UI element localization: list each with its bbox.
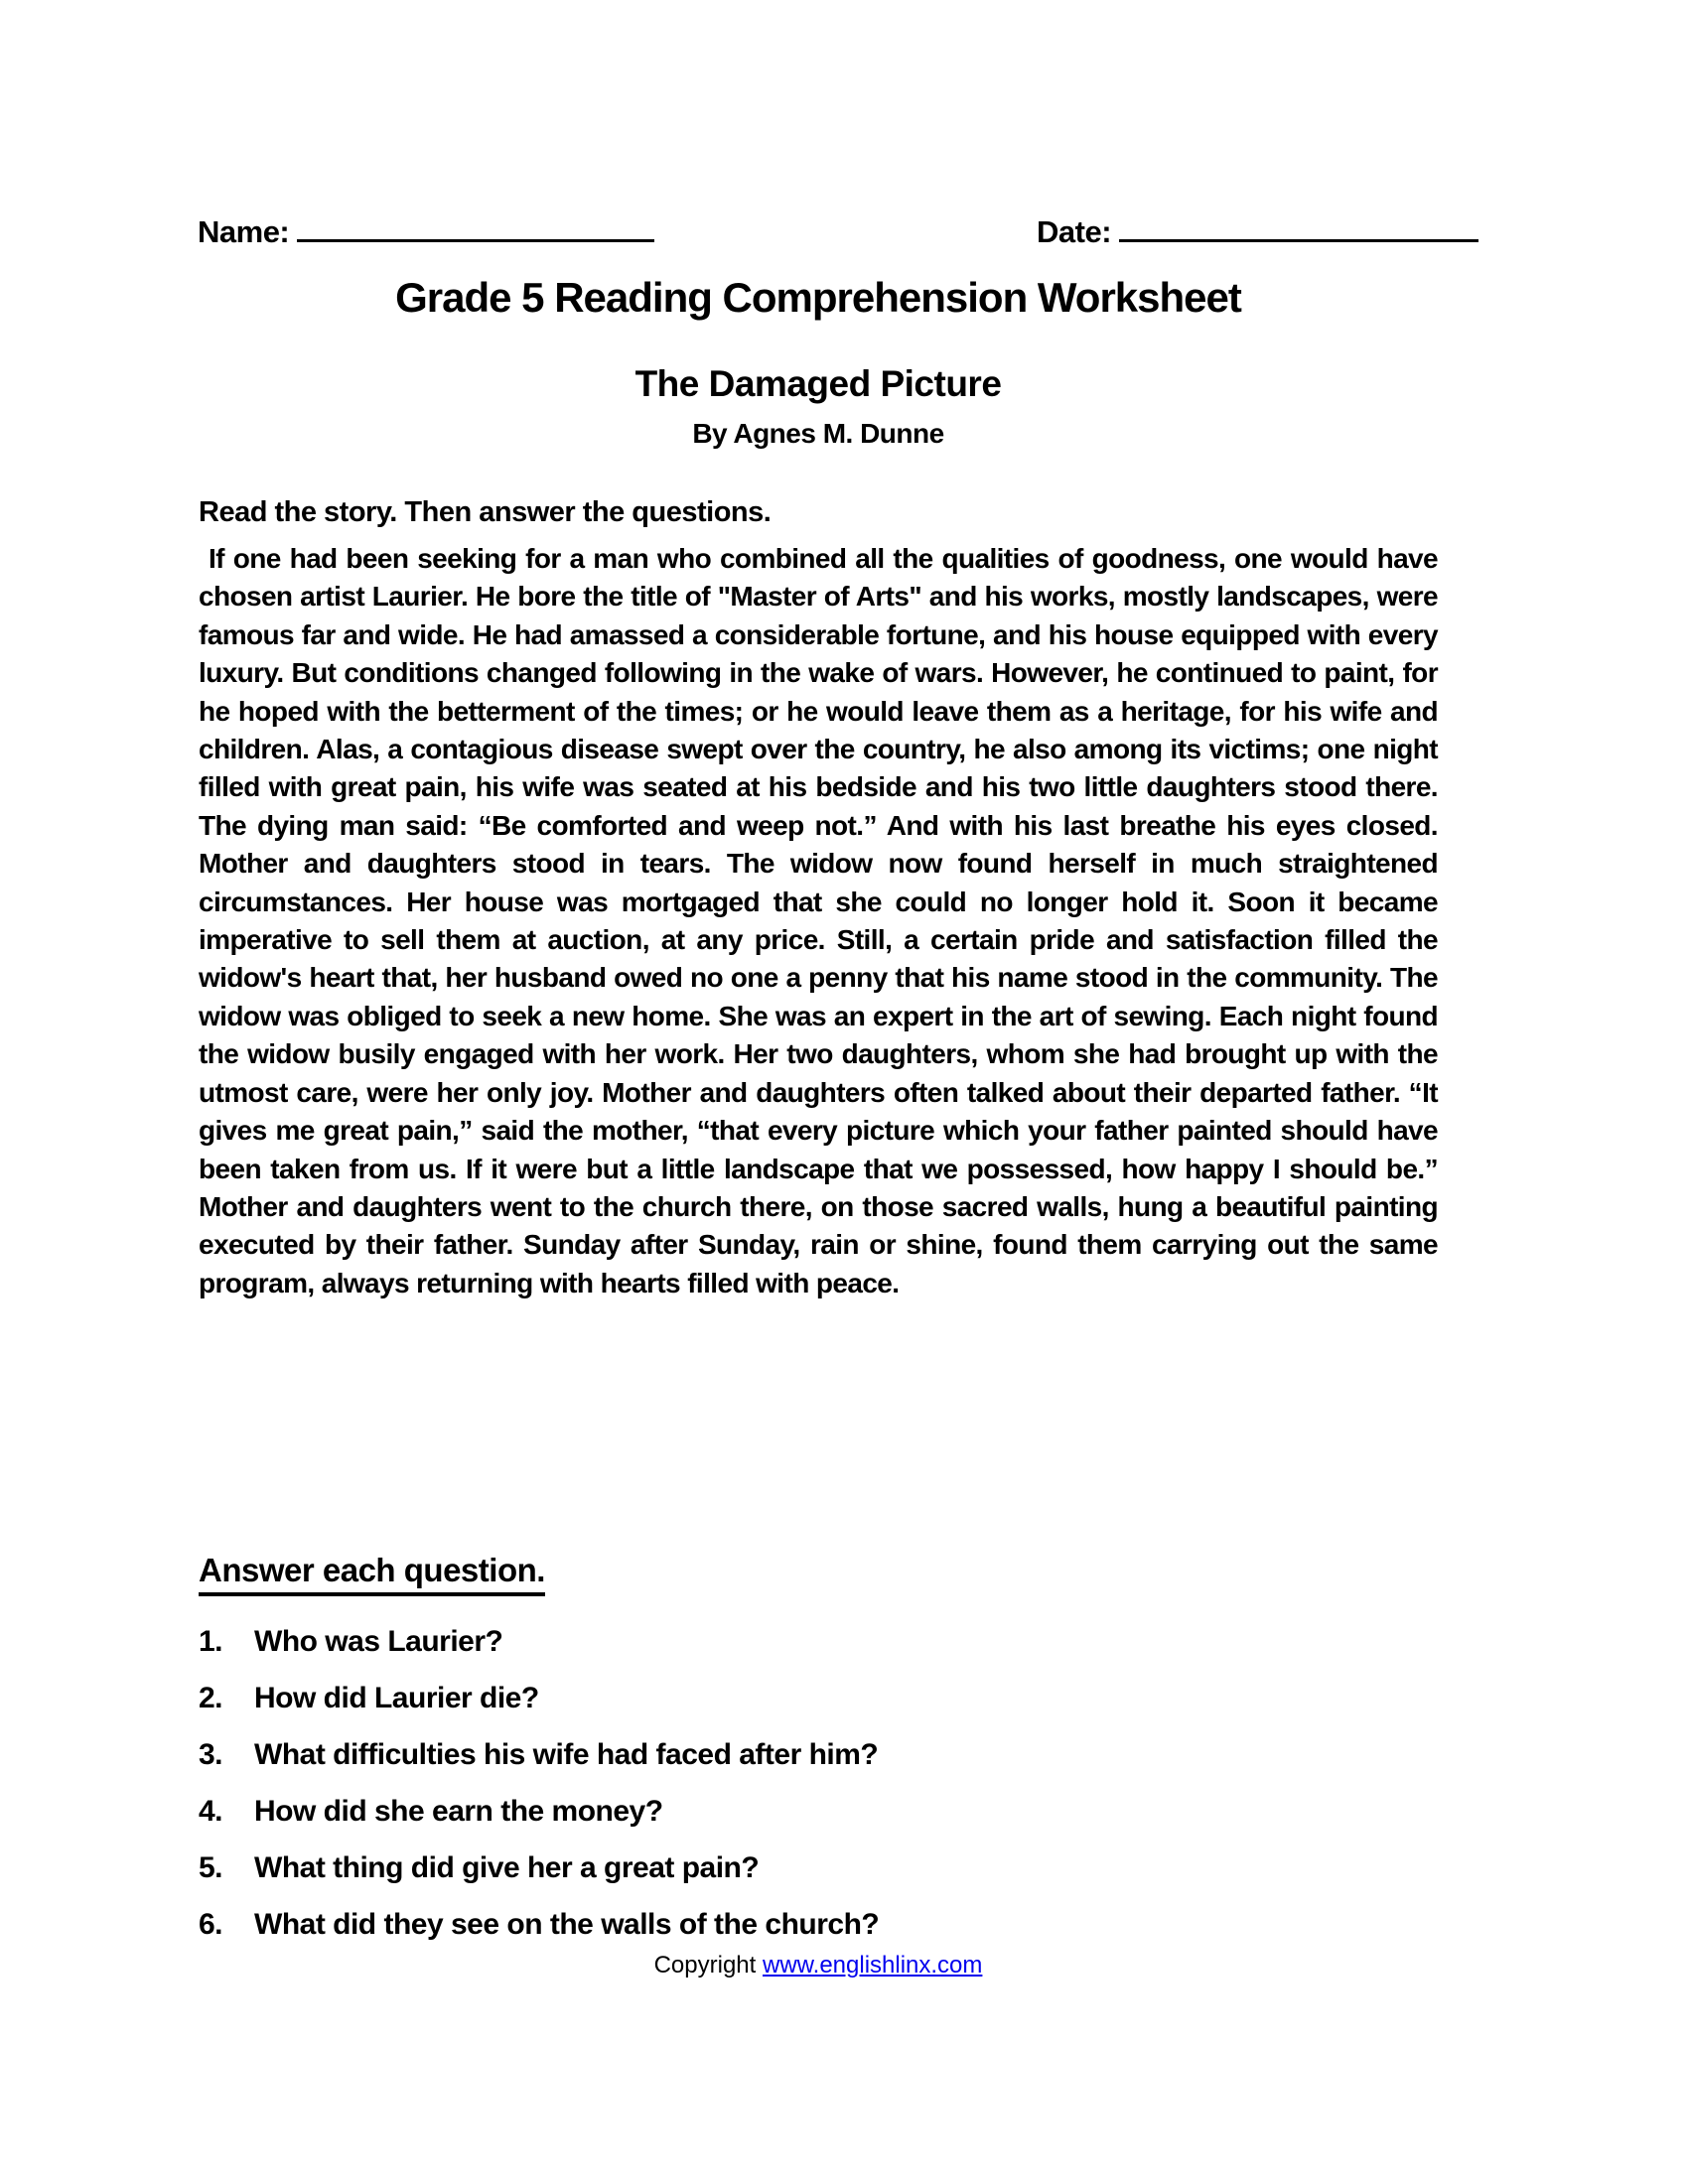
- story-paragraph: If one had been seeking for a man who combined all the qualities of goodness, one would have chosen artist Laurier. He bore the title of "Master of Arts" and his works, mostly landscapes, were famous far and wide. He had amassed a considerable fortune, and his house equipped with every luxury. But conditions changed following in the wake of wars. However, he continued to paint, for he hoped with the betterment of the times; or he would leave them as a heritage, for his wife and children. Alas, a contagious disease swept over the country, he also among its victims; one night filled with great pain, his wife was seated at his bedside and his two little daughters stood there. The dying man said: “Be comforted and weep not.” And with his last breathe his eyes closed. Mother and daughters stood in tears. The widow now found herself in much straightened circumstances. Her house was mortgaged that she could no longer hold it. Soon it became imperative to sell them at auction, at any price. Still, a certain pride and satisfaction filled the widow's heart that, her husband owed no one a penny that his name stood in the community. The widow was obliged to seek a new home. She was an expert in the art of sewing. Each night found the widow busily engaged with her work. Her two daughters, whom she had brought up with the utmost care, were her only joy. Mother and daughters often talked about their departed father. “It gives me great pain,” said the mother, “that every picture which your father painted should have been taken from us. If it were but a little landscape that we possessed, how happy I should be.” Mother and daughters went to the church there, on those sacred walls, hung a beautiful painting executed by their father. Sunday after Sunday, rain or shine, found them carrying out the same program, always returning with hearts filled with peace.: [199, 543, 1438, 1298]
- copyright-footer: [199, 1952, 1438, 1979]
- question-text: What difficulties his wife had faced after him?: [254, 1738, 879, 1771]
- question-number: 5.: [199, 1851, 223, 1884]
- question-item: [199, 1909, 1438, 1940]
- question-text: What thing did give her a great pain?: [254, 1851, 760, 1884]
- name-blank-line: [297, 209, 654, 242]
- question-number: 4.: [199, 1795, 223, 1828]
- page-title: Grade 5 Reading Comprehension Worksheet: [395, 274, 1241, 321]
- questions-list: [199, 1626, 1438, 1966]
- name-label: Name:: [198, 214, 290, 249]
- question-item: [199, 1852, 1438, 1883]
- question-text: What did they see on the walls of the church?: [254, 1908, 880, 1941]
- question-number: 1.: [199, 1625, 223, 1658]
- date-label: Date:: [1037, 214, 1112, 249]
- copyright-label: Copyright: [653, 1952, 763, 1979]
- question-text: How did she earn the money?: [254, 1795, 663, 1828]
- question-text: How did Laurier die?: [254, 1682, 539, 1714]
- question-number: 3.: [199, 1738, 223, 1771]
- question-number: 6.: [199, 1908, 223, 1941]
- questions-heading-text: Answer each question.: [199, 1552, 545, 1596]
- questions-heading: [199, 1552, 545, 1596]
- question-item: [199, 1626, 1438, 1657]
- name-row: [198, 209, 654, 250]
- question-item: [199, 1796, 1438, 1827]
- instructions-text: Read the story. Then answer the questions.: [199, 496, 772, 528]
- question-number: 2.: [199, 1682, 223, 1714]
- story-title: The Damaged Picture: [634, 363, 1002, 404]
- question-item: [199, 1739, 1438, 1770]
- question-text: Who was Laurier?: [254, 1625, 503, 1658]
- question-item: [199, 1683, 1438, 1713]
- date-blank-line: [1119, 209, 1478, 242]
- story-byline: By Agnes M. Dunne: [692, 418, 944, 449]
- date-row: [1037, 209, 1478, 250]
- englishlinx-link[interactable]: www.englishlinx.com: [762, 1952, 983, 1979]
